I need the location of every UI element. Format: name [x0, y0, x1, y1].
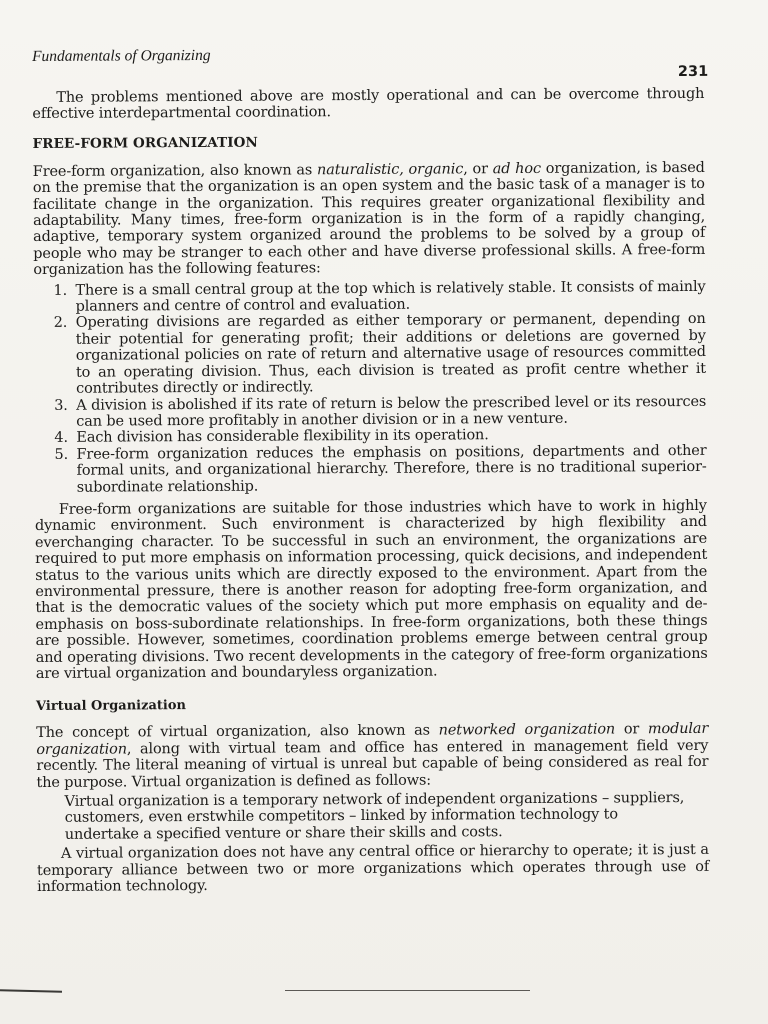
list-item-text: Each division has considerable flexibility in its operation. — [76, 427, 489, 447]
features-list — [33, 279, 706, 496]
subsection-heading-virtual: Virtual Organization — [35, 698, 187, 715]
list-number: 2. — [53, 315, 68, 332]
list-item-text: A division is abolished if its rate of return is below the prescribed level or its resources can be used more profitably in another division or in a new venture. — [76, 393, 707, 430]
text-span: organization, is based on the premise that the organization is an open system and the basic task of a manager is to facilitate change in the organization. This requires greater organizational flexibility and adaptability. Many times, free-form organization is in the form of a rapidly changing, adaptive, temporary system organized around the problems to be solved by a group of people who may be stranger to each other and have diverse professional skills. A free-form organization has the following features: — [32, 159, 706, 279]
text-span: , along with virtual team and office has entered in management field very recently. The literal meaning of virtual is unreal but capable of being considered as real for the purpose. Virtual organization is defined as follows: — [36, 737, 709, 791]
virtual-definition-quote: Virtual organization is a temporary network of independent organizations – suppliers, customers, even erstwhile competitors – linked by information technology to undertake a specified venture or share their skills and costs. — [64, 790, 685, 843]
emphasis-naturalistic-organic: naturalistic, organic — [316, 161, 464, 179]
text-span: , or — [463, 161, 493, 178]
list-number: 1. — [53, 282, 68, 299]
list-item — [34, 393, 706, 430]
emphasis-modular-organization: modular organization — [36, 721, 709, 758]
list-number: 3. — [54, 397, 68, 414]
free-form-suitability-paragraph: Free-form organizations are suitable for those industries which have to work in highly dynamic environment. Such environment is characterized by high flexibility and everchanging character. To be successful in such an environment, the organizations are required to put more emphasis on information processing, quick decisions, and independent status to the various units which are directly exposed to the environment. Apart from the environmental pressure, there is another reason for adopting free-form organization, and that is the democratic values of the society which put more emphasis on equality and de-emphasis on boss-subordinate relationships. In free-form organizations, both these things are possible. However, sometimes, coordination problems emerge between central group and operating divisions. Two recent developments in the category of free-form organizations are virtual organization and boundaryless organization. — [34, 497, 708, 682]
list-item-text: There is a small central group at the top which is relatively stable. It consists of mainly planners and centre of control and evaluation. — [75, 278, 706, 315]
page-content — [32, 44, 709, 896]
virtual-alliance-paragraph: A virtual organization does not have any central office or hierarchy to operate; it is just a temporary alliance between two or more organizations which operates through use of information technology. — [36, 842, 710, 896]
list-item-text: Free-form organization reduces the emphasis on positions, departments and other formal units, and organizational hierarchy. Therefore, there is no traditional superior-subordinate relationship. — [76, 442, 707, 496]
running-header: Fundamentals of Organizing — [32, 46, 211, 65]
emphasis-ad-hoc: ad hoc — [492, 160, 541, 178]
list-item — [34, 311, 706, 397]
text-span: Free-form organization, also known as — [32, 162, 318, 180]
text-span: The concept of virtual organization, also known as — [36, 722, 439, 742]
list-item — [34, 443, 706, 496]
section-heading-free-form: FREE-FORM ORGANIZATION — [32, 134, 258, 152]
list-item-text: Operating divisions are regarded as either temporary or permanent, depending on their potential for generating profit; their additions or deletions are governed by organizational policies on rate of return and alternative usage of resources committed to an operating division. Thus, each division is treated as profit centre whether it contributes directly or indirectly. — [75, 311, 707, 397]
emphasis-networked-organization: networked organization — [438, 721, 616, 739]
intro-paragraph: The problems mentioned above are mostly operational and can be overcome through effective interdepartmental coordination. — [32, 85, 705, 123]
list-item — [33, 279, 705, 316]
list-number: 4. — [54, 430, 68, 447]
text-span: or — [615, 721, 648, 738]
list-number: 5. — [54, 446, 69, 463]
footer-rule-middle — [285, 990, 530, 991]
virtual-concept-paragraph — [36, 721, 708, 791]
free-form-definition-paragraph — [33, 160, 706, 279]
page-number: 231 — [677, 63, 709, 81]
footer-rule-left — [0, 989, 62, 993]
